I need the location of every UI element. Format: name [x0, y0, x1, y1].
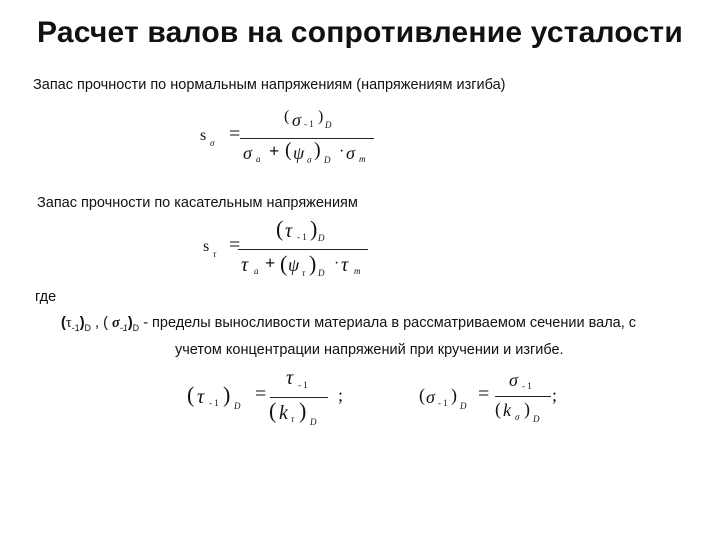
formula-tau-den-a: τ — [241, 254, 249, 276]
formula-tau-d-k: k — [279, 402, 288, 424]
formula-tau-den-m: τ — [341, 254, 349, 276]
formula-tau-d-sym: τ — [197, 386, 205, 408]
formula-tau-den-D: D — [318, 268, 325, 278]
formula-sigma-eq: = — [229, 123, 241, 145]
definition-close-1: ) — [79, 315, 85, 331]
formula-tau-d-sub: - 1 — [209, 398, 219, 408]
formula-tau-num-sub: - 1 — [297, 232, 307, 242]
formula-sigma-psi-sub: σ — [307, 155, 312, 165]
formula-tau-lhs-sub: τ — [213, 249, 217, 259]
formula-sigma-d-semicolon: ; — [552, 385, 558, 405]
formula-tau-d-num-sub: - 1 — [298, 380, 308, 390]
formula-sigma-den-a: σ — [243, 143, 252, 163]
formula-sigma-d-fraction-line — [495, 396, 551, 397]
formula-sigma-num-sub: - 1 — [304, 119, 314, 129]
formula-sigma-d-num-sub: - 1 — [522, 381, 532, 391]
formula-tau-d-num-sym: τ — [286, 367, 294, 389]
where-label: где — [35, 289, 57, 305]
definition-sigma-sym: σ — [111, 315, 120, 331]
formula-tau-psi: ψ — [288, 255, 300, 275]
formula-sigma-lhs: s — [200, 127, 207, 144]
formula-sigma-lhs-sub: σ — [210, 138, 215, 148]
formula-sigma-den-m: σ — [346, 143, 355, 163]
formula-sigma-d-den-D: D — [533, 414, 540, 424]
formula-sigma-d-num-sym: σ — [509, 370, 518, 390]
formula-tau-fraction-line — [238, 249, 368, 250]
formula-sigma-d-D: D — [460, 401, 467, 411]
definition-tau-sub: -1 — [71, 322, 80, 333]
formula-tau-num-D: D — [318, 233, 325, 243]
definition-tau-sym: τ — [65, 315, 72, 331]
formula-sigma-d-sym: σ — [426, 387, 435, 407]
normal-stress-label: Запас прочности по нормальным напряжениям (напряжениям изгиба) — [33, 77, 506, 93]
formula-sigma-den-D: D — [324, 155, 331, 165]
formula-sigma-psi: ψ — [293, 143, 305, 163]
formula-sigma-d-sub: - 1 — [438, 398, 448, 408]
definition-D-1: D — [84, 322, 92, 333]
definition-text-1: - пределы выносливости материала в рассматриваемом сечении вала, с — [139, 315, 637, 331]
formula-sigma-den-a-sub: a — [256, 154, 261, 164]
formula-tau-den-a-sub: a — [254, 266, 259, 276]
definition-text-2: учетом концентрации напряжений при кручении и изгибе. — [175, 342, 564, 358]
formula-tau-dot: · — [334, 255, 340, 272]
formula-sigma-num-D: D — [325, 120, 332, 130]
formula-tau-eq: = — [229, 234, 241, 256]
formula-sigma-fraction-line — [240, 138, 374, 139]
definition-close-2: ) — [127, 315, 133, 331]
formula-tau-num-sym: τ — [285, 220, 293, 242]
formula-sigma-dot: · — [339, 143, 345, 160]
formula-tau-den-m-sub: m — [354, 266, 361, 276]
formula-sigma-den-m-sub: m — [359, 154, 366, 164]
page-title: Расчет валов на сопротивление усталости — [37, 16, 683, 49]
formula-sigma-plus: + — [269, 141, 280, 161]
formula-sigma-num-sym: σ — [292, 110, 301, 130]
definition-line: $(\tau_{-1})_D$ , ( $\sigma_{-1})_D$ - пределы выносливости материала в рассматриваемом сечении вала, с — [61, 315, 637, 333]
formula-sigma-d-k: k — [503, 400, 511, 420]
formula-tau-lhs: s — [203, 238, 210, 255]
formula-tau-psi-sub: τ — [302, 268, 306, 278]
shear-stress-label: Запас прочности по касательным напряжениям — [37, 195, 358, 211]
formula-tau-d-k-sub: τ — [291, 414, 295, 424]
formula-tau-d-den-D: D — [310, 417, 317, 427]
definition-sigma-sub: -1 — [119, 322, 128, 333]
formula-sigma-d-k-sub: σ — [515, 412, 520, 422]
formula-tau-d-eq: = — [255, 383, 267, 405]
formula-tau-d-semicolon: ; — [338, 385, 344, 405]
definition-comma: , ( — [91, 315, 112, 331]
formula-sigma-d-eq: = — [478, 383, 490, 405]
definition-D-2: D — [132, 322, 140, 333]
formula-tau-d-D: D — [234, 401, 241, 411]
formula-tau-plus: + — [265, 253, 276, 273]
